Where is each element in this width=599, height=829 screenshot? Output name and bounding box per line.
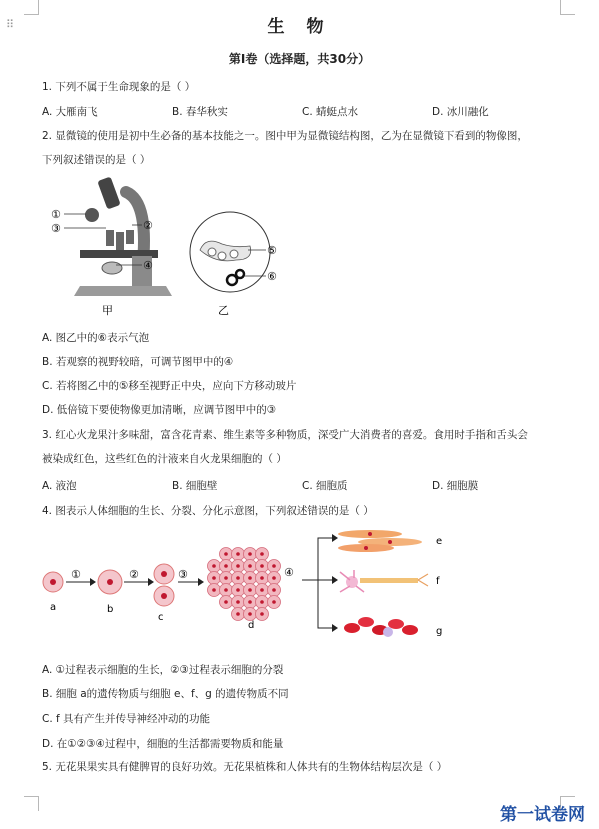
blood-cells-g-icon (344, 617, 418, 637)
label-yi: 乙 (218, 304, 229, 317)
label-g: g (436, 626, 443, 637)
cell-differentiation-figure (40, 520, 460, 650)
page-title: 生 物 (267, 17, 332, 37)
q3-option-d: D. 细胞膜 (432, 480, 479, 492)
microscope-figure (40, 172, 300, 322)
corner-mark (24, 0, 39, 15)
microscope-view-figure (190, 212, 277, 317)
question-2-stem-line1: 2. 显微镜的使用是初中生必备的基本技能之一。图中甲为显微镜结构图，乙为在显微镜下看到的物像图， (42, 130, 528, 142)
neuron-f-icon (340, 570, 428, 592)
step-3: ③ (178, 568, 188, 581)
q4-option-a: A. ①过程表示细胞的生长，②③过程表示细胞的分裂 (42, 664, 284, 676)
drag-handle-icon[interactable]: ⠿ (6, 18, 16, 31)
microscope-icon (74, 177, 172, 296)
q3-option-c: C. 细胞质 (302, 480, 348, 492)
question-3-stem-line2: 被染成红色，这些红色的汁液来自火龙果细胞的（ ） (42, 453, 287, 465)
question-1-stem: 1. 下列不属于生命现象的是（ ） (42, 81, 196, 93)
q3-option-b: B. 细胞壁 (172, 480, 218, 492)
q2-option-d: D. 低倍镜下要使物像更加清晰，应调节图甲中的③ (42, 404, 277, 416)
question-5-stem: 5. 无花果果实具有健脾胃的良好功效。无花果植株和人体共有的生物体结构层次是（ ） (42, 761, 448, 773)
q2-option-b: B. 若观察的视野较暗，可调节图甲中的④ (42, 356, 234, 368)
step-4: ④ (284, 566, 294, 579)
q2-option-a: A. 图乙中的⑥表示气泡 (42, 332, 150, 344)
q1-option-c: C. 蜻蜓点水 (302, 106, 359, 118)
muscle-cells-e-icon (338, 530, 422, 552)
corner-mark (560, 0, 575, 15)
label-3: ③ (51, 222, 61, 235)
q3-option-a: A. 液泡 (42, 480, 77, 492)
corner-mark (24, 796, 39, 811)
label-e: e (436, 536, 443, 547)
question-3-stem-line1: 3. 红心火龙果汁多味甜，富含花青素、维生素等多种物质，深受广大消费者的喜爱。食用时手指和舌头会 (42, 429, 528, 441)
label-f: f (436, 576, 440, 587)
q4-option-b: B. 细胞 a的遗传物质与细胞 e、f、g 的遗传物质不同 (42, 688, 289, 700)
q2-option-c: C. 若将图乙中的⑤移至视野正中央，应向下方移动玻片 (42, 380, 297, 392)
q1-option-a: A. 大雁南飞 (42, 106, 98, 118)
label-6: ⑥ (267, 270, 277, 283)
q1-option-b: B. 春华秋实 (172, 106, 228, 118)
q4-option-d: D. 在①②③④过程中，细胞的生活都需要物质和能量 (42, 738, 284, 750)
question-4-stem: 4. 图表示人体细胞的生长、分裂、分化示意图，下列叙述错误的是（ ） (42, 505, 374, 517)
label-4: ④ (143, 259, 153, 272)
label-c: c (158, 612, 164, 623)
q4-option-c: C. f 具有产生并传导神经冲动的功能 (42, 713, 211, 725)
watermark-logo: 第一试卷网 (500, 805, 585, 825)
q1-option-d: D. 冰川融化 (432, 106, 489, 118)
question-2-stem-line2: 下列叙述错误的是（ ） (42, 154, 151, 166)
label-1: ① (51, 208, 61, 221)
label-jia: 甲 (102, 304, 113, 317)
label-2: ② (143, 219, 153, 232)
step-1: ① (71, 568, 81, 581)
label-a: a (50, 602, 57, 613)
cell-cluster-d-icon (208, 548, 281, 621)
section-title: 第Ⅰ卷（选择题，共30分） (228, 52, 371, 66)
label-d: d (248, 620, 255, 631)
label-b: b (107, 604, 114, 615)
step-2: ② (129, 568, 139, 581)
label-5: ⑤ (267, 244, 277, 257)
